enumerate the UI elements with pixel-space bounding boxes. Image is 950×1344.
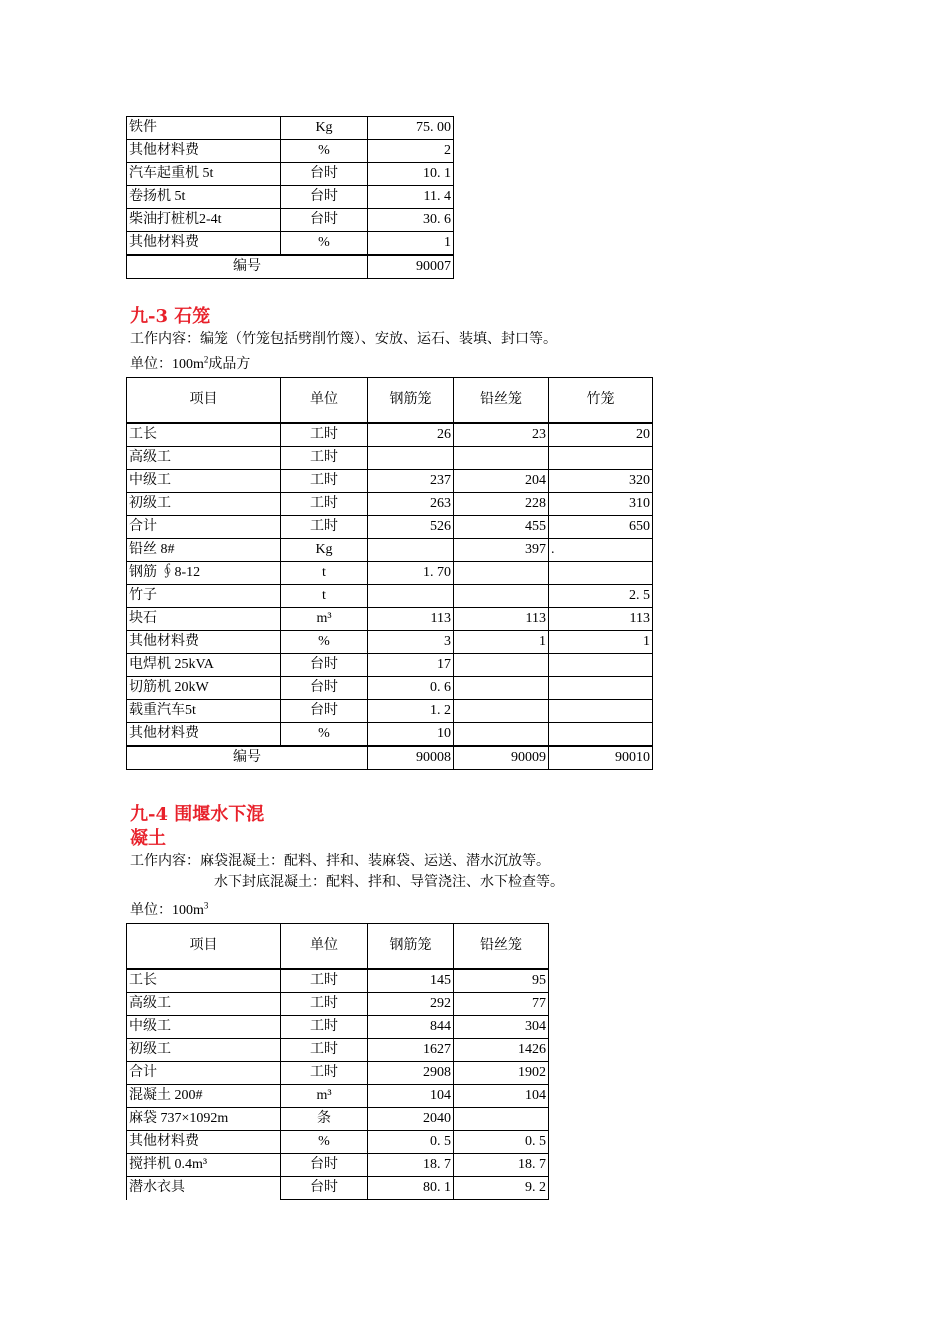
table-row [127,1085,549,1108]
item-cell: 汽车起重机 5t [127,163,281,186]
table-row [127,993,549,1016]
value-cell: 1902 [454,1062,549,1085]
work-content-9-3: 工作内容：编笼（竹笼包括劈削竹篾）、安放、运石、装填、封口等。 [130,332,557,347]
table-row [127,1177,549,1200]
value-cell [454,654,549,677]
table-9-3 [126,377,653,770]
value-cell: 228 [454,493,549,516]
column-header: 项目 [127,378,281,424]
value-cell: 9. 2 [454,1177,549,1200]
item-cell: 混凝土 200# [127,1085,281,1108]
unit-cell: Kg [281,539,368,562]
value-cell: 10 [368,723,454,747]
table-row [127,608,653,631]
value-cell: 26 [368,423,454,447]
value-cell: 455 [454,516,549,539]
table-row [127,1131,549,1154]
item-cell: 铁件 [127,117,281,140]
table-row [127,1039,549,1062]
table-row [127,470,653,493]
table-row [127,1108,549,1131]
section-title-9-4-line1: 九-4 围堰水下混 [130,804,265,825]
value-cell: . [549,539,653,562]
unit-cell: 台时 [281,186,368,209]
value-cell [454,585,549,608]
table-row [127,493,653,516]
unit-cell: 工时 [281,470,368,493]
value-cell: 2 [368,140,454,163]
value-cell: 1. 2 [368,700,454,723]
value-cell: 30. 6 [368,209,454,232]
item-cell: 其他材料费 [127,1131,281,1154]
section-title-9-4-line2: 凝土 [130,828,166,849]
table-row [127,1154,549,1177]
value-cell: 75. 00 [368,117,454,140]
value-cell: 23 [454,423,549,447]
value-cell: 2908 [368,1062,454,1085]
table-row [127,117,454,140]
value-cell: 0. 6 [368,677,454,700]
item-cell: 钢筋 ∮8-12 [127,562,281,585]
column-header: 项目 [127,924,281,970]
value-cell: 95 [454,969,549,993]
table-row [127,163,454,186]
value-cell [368,539,454,562]
table-row [127,140,454,163]
value-cell [454,1108,549,1131]
item-cell: 电焊机 25kVA [127,654,281,677]
value-cell [549,654,653,677]
unit-cell: % [281,1131,368,1154]
code-value: 90009 [454,746,549,770]
item-cell: 卷扬机 5t [127,186,281,209]
value-cell: 263 [368,493,454,516]
table-row [127,700,653,723]
unit-cell: 条 [281,1108,368,1131]
value-cell: 11. 4 [368,186,454,209]
unit-sup: 2 [203,354,209,365]
column-header: 竹笼 [549,378,653,424]
unit-cell: 台时 [281,209,368,232]
column-header: 钢筋笼 [368,378,454,424]
value-cell: 145 [368,969,454,993]
unit-cell: m³ [281,1085,368,1108]
value-cell: 650 [549,516,653,539]
value-cell: 113 [454,608,549,631]
unit-cell: 台时 [281,1177,368,1200]
item-cell: 搅拌机 0.4m³ [127,1154,281,1177]
value-cell: 397 [454,539,549,562]
value-cell: 237 [368,470,454,493]
item-cell: 竹子 [127,585,281,608]
unit-cell: t [281,562,368,585]
table-9-4 [126,923,549,1200]
value-cell: 1 [549,631,653,654]
unit-cell: 台时 [281,654,368,677]
value-cell: 0. 5 [368,1131,454,1154]
unit-cell: 工时 [281,423,368,447]
unit-suffix: 成品方 [208,357,251,372]
table-row [127,186,454,209]
value-cell [454,677,549,700]
unit-cell: 工时 [281,447,368,470]
column-header: 铅丝笼 [454,924,549,970]
value-cell: 1. 70 [368,562,454,585]
table-row [127,723,653,747]
value-cell [454,700,549,723]
item-cell: 其他材料费 [127,232,281,256]
unit-cell: % [281,631,368,654]
value-cell: 204 [454,470,549,493]
table-row [127,677,653,700]
unit-cell: 台时 [281,163,368,186]
value-cell: 104 [454,1085,549,1108]
value-cell: 0. 5 [454,1131,549,1154]
unit-cell: 工时 [281,993,368,1016]
column-header: 铅丝笼 [454,378,549,424]
table-top [126,116,454,279]
unit-prefix: 单位：100m [130,357,204,372]
item-cell: 其他材料费 [127,723,281,747]
code-row [127,746,653,770]
unit-cell: % [281,232,368,256]
value-cell: 113 [549,608,653,631]
unit-cell: m³ [281,608,368,631]
table-row [127,654,653,677]
table-row [127,969,549,993]
value-cell: 844 [368,1016,454,1039]
table-row [127,516,653,539]
table-row [127,209,454,232]
value-cell [368,585,454,608]
code-value: 90010 [549,746,653,770]
unit-cell: 台时 [281,677,368,700]
item-cell: 其他材料费 [127,140,281,163]
item-cell: 初级工 [127,1039,281,1062]
column-header: 单位 [281,378,368,424]
unit-cell: 工时 [281,493,368,516]
header-row [127,924,549,970]
unit-prefix: 单位：100m [130,903,204,918]
table-row [127,423,653,447]
item-cell: 块石 [127,608,281,631]
value-cell: 10. 1 [368,163,454,186]
unit-line-9-3 [130,355,250,375]
unit-sup: 3 [203,900,209,911]
header-row [127,378,653,424]
code-value: 90008 [368,746,454,770]
table-row [127,585,653,608]
item-cell: 合计 [127,516,281,539]
unit-cell: % [281,140,368,163]
unit-cell: 工时 [281,1016,368,1039]
work-content-9-4-line2: 水下封底混凝土：配料、拌和、导管浇注、水下检查等。 [214,875,564,890]
value-cell [549,447,653,470]
value-cell: 310 [549,493,653,516]
unit-line-9-4 [130,901,208,921]
item-cell: 麻袋 737×1092m [127,1108,281,1131]
unit-cell: 台时 [281,1154,368,1177]
value-cell: 18. 7 [368,1154,454,1177]
item-cell: 铅丝 8# [127,539,281,562]
unit-cell: Kg [281,117,368,140]
table-row [127,539,653,562]
item-cell: 切筋机 20kW [127,677,281,700]
value-cell [454,447,549,470]
unit-cell: % [281,723,368,747]
unit-cell: 工时 [281,1062,368,1085]
item-cell: 初级工 [127,493,281,516]
value-cell: 2040 [368,1108,454,1131]
value-cell: 77 [454,993,549,1016]
code-label: 编号 [127,255,368,279]
item-cell: 工长 [127,423,281,447]
column-header: 单位 [281,924,368,970]
table-row [127,631,653,654]
item-cell: 合计 [127,1062,281,1085]
item-cell: 高级工 [127,993,281,1016]
value-cell: 104 [368,1085,454,1108]
item-cell: 潜水衣具 [127,1177,281,1200]
unit-cell: 工时 [281,969,368,993]
unit-cell: 工时 [281,1039,368,1062]
table-row [127,447,653,470]
item-cell: 中级工 [127,470,281,493]
code-row [127,255,454,279]
value-cell [549,700,653,723]
column-header: 钢筋笼 [368,924,454,970]
item-cell: 高级工 [127,447,281,470]
item-cell: 柴油打桩机2-4t [127,209,281,232]
value-cell [454,562,549,585]
table-row [127,562,653,585]
item-cell: 中级工 [127,1016,281,1039]
value-cell: 3 [368,631,454,654]
value-cell: 292 [368,993,454,1016]
item-cell: 工长 [127,969,281,993]
table-row [127,1062,549,1085]
value-cell: 1 [454,631,549,654]
value-cell: 80. 1 [368,1177,454,1200]
unit-cell: t [281,585,368,608]
table-row [127,1016,549,1039]
value-cell [549,562,653,585]
value-cell: 17 [368,654,454,677]
unit-cell: 台时 [281,700,368,723]
value-cell [368,447,454,470]
item-cell: 其他材料费 [127,631,281,654]
section-title-9-4 [130,803,264,851]
value-cell: 320 [549,470,653,493]
value-cell: 2. 5 [549,585,653,608]
value-cell [454,723,549,747]
unit-cell: 工时 [281,516,368,539]
value-cell: 1426 [454,1039,549,1062]
table-row [127,232,454,256]
value-cell: 1 [368,232,454,256]
value-cell: 304 [454,1016,549,1039]
value-cell: 1627 [368,1039,454,1062]
section-title-9-3: 九-3 石笼 [130,306,211,327]
code-label: 编号 [127,746,368,770]
value-cell [549,677,653,700]
code-value: 90007 [368,255,454,279]
value-cell: 526 [368,516,454,539]
work-content-9-4-line1: 工作内容：麻袋混凝土：配料、拌和、装麻袋、运送、潜水沉放等。 [130,854,550,869]
value-cell: 20 [549,423,653,447]
item-cell: 载重汽车5t [127,700,281,723]
value-cell [549,723,653,747]
value-cell: 18. 7 [454,1154,549,1177]
value-cell: 113 [368,608,454,631]
